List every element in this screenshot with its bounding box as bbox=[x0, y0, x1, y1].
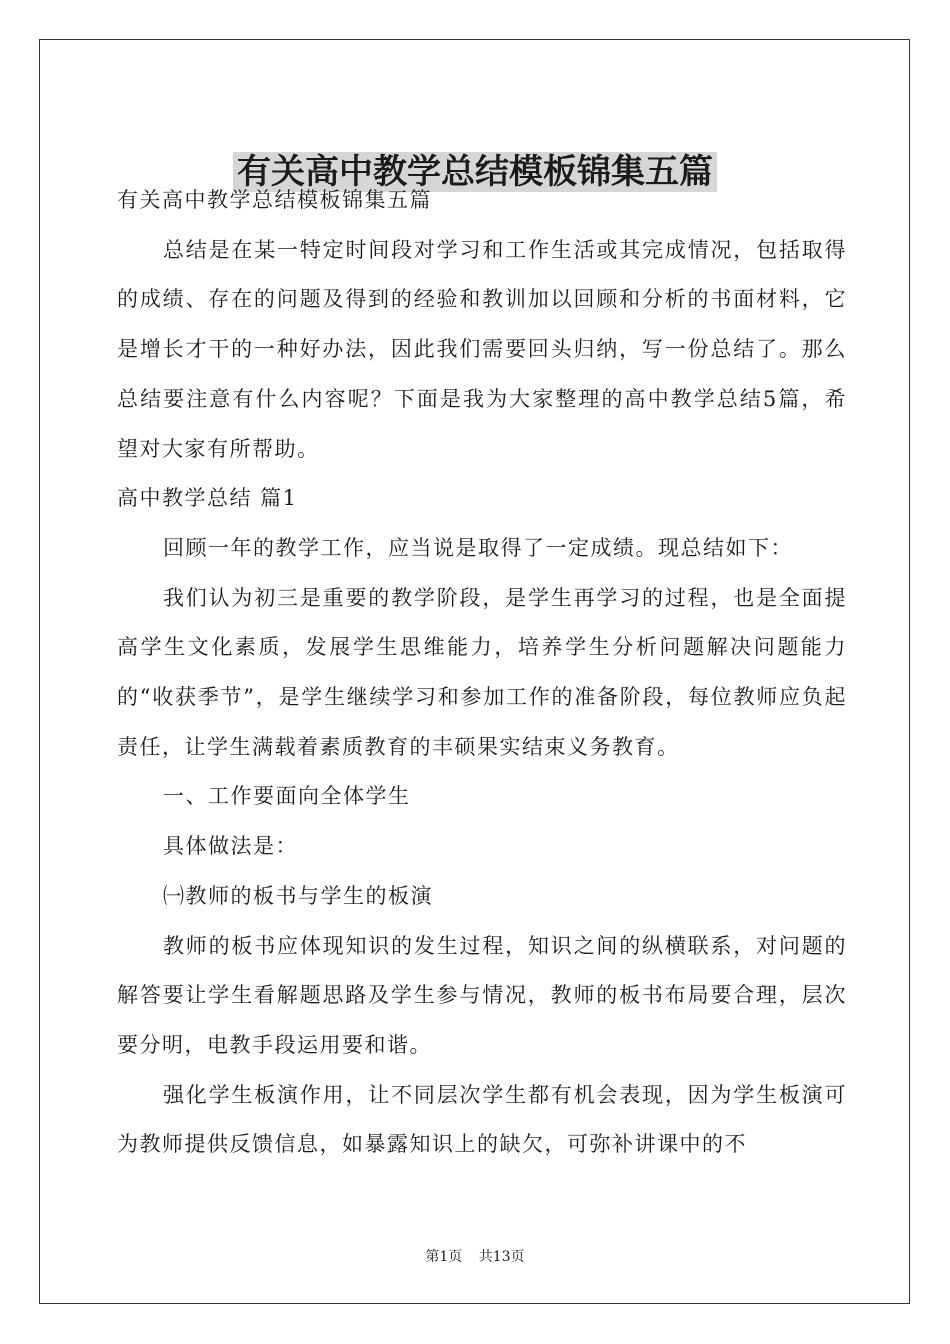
body-paragraph: 一、工作要面向全体学生 bbox=[163, 784, 411, 809]
page-footer bbox=[0, 1247, 950, 1267]
document-body bbox=[117, 176, 847, 1170]
body-paragraph: 回顾一年的教学工作，应当说是取得了一定成绩。现总结如下： bbox=[163, 535, 793, 560]
body-paragraph: ㈠教师的板书与学生的板演 bbox=[163, 883, 433, 908]
body-paragraph: 高中教学总结 篇1 bbox=[117, 486, 298, 511]
body-paragraph: 强化学生板演作用，让不同层次学生都有机会表现，因为学生板演可为教师提供反馈信息，如暴露知识上的缺欠，可弥补讲课中的不 bbox=[117, 1082, 847, 1157]
body-paragraph: 总结是在某一特定时间段对学习和工作生活或其完成情况，包括取得的成绩、存在的问题及得到的经验和教训加以回顾和分析的书面材料，它是增长才干的一种好办法，因此我们需要回头归纳，写一份总结了。那么总结要注意有什么内容呢？下面是我为大家整理的高中教学总结5篇，希望对大家有所帮助。 bbox=[117, 237, 847, 461]
body-paragraph: 具体做法是： bbox=[163, 834, 298, 859]
body-paragraph: 教师的板书应体现知识的发生过程，知识之间的纵横联系，对问题的解答要让学生看解题思路及学生参与情况，教师的板书布局要合理，层次要分明，电教手段运用要和谐。 bbox=[117, 933, 847, 1057]
document-title: 有关高中教学总结模板锦集五篇 bbox=[0, 149, 950, 195]
page-total: 共13页 bbox=[478, 1249, 525, 1265]
body-paragraph: 有关高中教学总结模板锦集五篇 bbox=[117, 188, 432, 212]
page-number: 第1页 bbox=[425, 1249, 463, 1265]
body-paragraph: 我们认为初三是重要的教学阶段，是学生再学习的过程，也是全面提高学生文化素质，发展学生思维能力，培养学生分析问题解决问题能力的“收获季节”，是学生继续学习和参加工作的准备阶段，每位教师应负起责任，让学生满载着素质教育的丰硕果实结束义务教育。 bbox=[117, 585, 847, 759]
